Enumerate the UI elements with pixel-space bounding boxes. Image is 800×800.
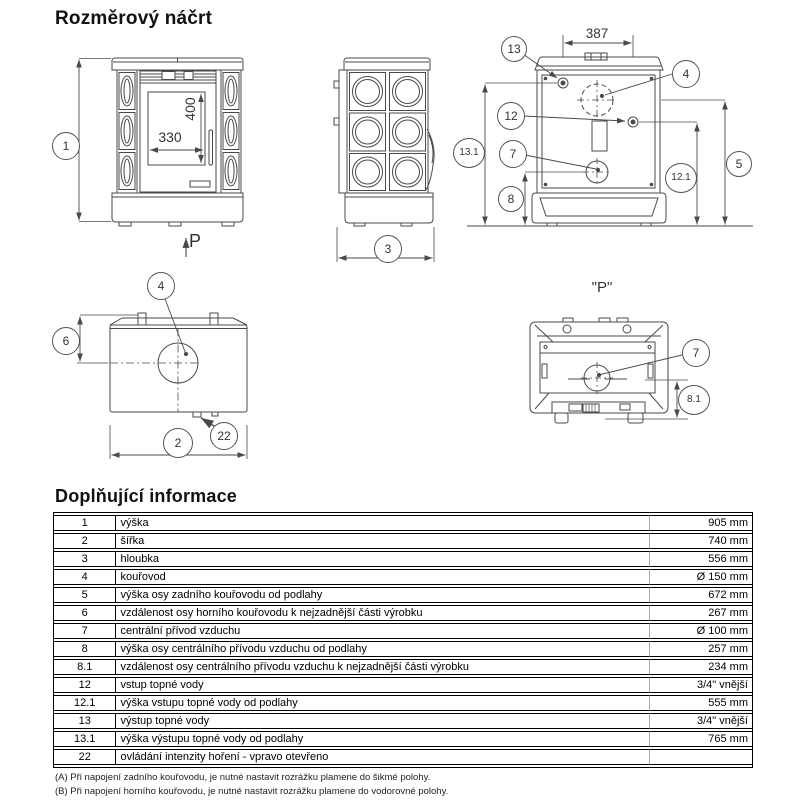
row-number: 5 [54,587,116,603]
row-value: Ø 100 mm [649,623,752,639]
side-view-drawing [330,45,465,267]
balloon-water-outlet: 13 [501,36,527,62]
row-description: výška osy zadního kouřovodu od podlahy [116,587,649,603]
table-row [54,677,752,693]
row-number: 8 [54,641,116,657]
balloon-water-outlet-height: 13.1 [453,138,485,168]
row-description: kouřovod [116,569,649,585]
row-number: 22 [54,749,116,765]
balloon-air-inlet-distance: 8.1 [678,385,710,415]
row-value: 765 mm [649,731,752,747]
row-number: 4 [54,569,116,585]
balloon-flue-distance: 6 [52,327,80,355]
table-row [54,605,752,621]
row-number: 3 [54,551,116,567]
side-view-linework [330,45,465,267]
table-row [54,623,752,639]
row-value: 556 mm [649,551,752,567]
row-value: 3/4" vnější [649,677,752,693]
row-description: výstup topné vody [116,713,649,729]
row-value: 3/4" vnější [649,713,752,729]
footnote-a: (A) Při napojení zadního kouřovodu, je nutné nastavit rozrážku plamene do šikmé polohy. [55,772,431,783]
balloon-height: 1 [52,132,80,160]
row-number: 13 [54,713,116,729]
row-number: 13.1 [54,731,116,747]
row-description: vzdálenost osy horního kouřovodu k nejzadnější části výrobku [116,605,649,621]
table-section-title: Doplňující informace [55,486,238,506]
row-number: 8.1 [54,659,116,675]
row-value: 740 mm [649,533,752,549]
row-description: výška vstupu topné vody od podlahy [116,695,649,711]
row-description: výška výstupu topné vody od podlahy [116,731,649,747]
balloon-flue-top: 4 [147,272,175,300]
row-number: 6 [54,605,116,621]
row-description: výška [116,515,649,531]
table-row [54,731,752,747]
row-value: 257 mm [649,641,752,657]
row-number: 2 [54,533,116,549]
dimension-rear-top-width: 387 [585,26,609,41]
table-row [54,713,752,729]
front-direction-label: P [189,231,202,251]
row-description: šířka [116,533,649,549]
row-value: 234 mm [649,659,752,675]
balloon-air-inlet-p: 7 [682,339,710,367]
row-number: 7 [54,623,116,639]
table-row [54,569,752,585]
row-description: vzdálenost osy centrálního přívodu vzduchu k nejzadnější části výrobku [116,659,649,675]
row-value [649,749,752,765]
row-value: 267 mm [649,605,752,621]
table-row [54,515,752,531]
row-number: 12 [54,677,116,693]
balloon-control: 22 [210,422,238,450]
footnotes [55,771,448,798]
info-table-body [54,515,752,765]
balloon-width: 2 [163,428,193,458]
row-value: 905 mm [649,515,752,531]
table-row [54,587,752,603]
balloon-flue: 4 [672,60,700,88]
table-row [54,533,752,549]
footnote-b: (B) Při napojení horního kouřovodu, je nutné nastavit rozrážku plamene do vodorovné polohy. [55,785,449,797]
row-value: 672 mm [649,587,752,603]
additional-info-table [53,512,753,768]
table-row [54,659,752,675]
table-row [54,551,752,567]
row-value: 555 mm [649,695,752,711]
row-description: vstup topné vody [116,677,649,693]
table-row [54,695,752,711]
balloon-water-inlet-height: 12.1 [665,163,697,193]
row-description: výška osy centrálního přívodu vzduchu od podlahy [116,641,649,657]
row-description: hloubka [116,551,649,567]
row-description: centrální přívod vzduchu [116,623,649,639]
table-row [54,749,752,765]
balloon-flue-height: 5 [726,151,752,177]
balloon-water-inlet: 12 [497,102,525,130]
balloon-depth: 3 [374,235,402,263]
table-row [54,641,752,657]
p-view-title: "P" [591,279,613,296]
dimension-glass-height: 400 [182,97,198,121]
balloon-air-inlet-height: 8 [498,186,524,212]
row-number: 12.1 [54,695,116,711]
balloon-air-inlet-rear: 7 [499,140,527,168]
page-title: Rozměrový náčrt [55,8,213,29]
dimension-glass-width: 330 [158,129,182,145]
row-description: ovládání intenzity hoření - vpravo otevřeno [116,749,649,765]
row-value: Ø 150 mm [649,569,752,585]
row-number: 1 [54,515,116,531]
